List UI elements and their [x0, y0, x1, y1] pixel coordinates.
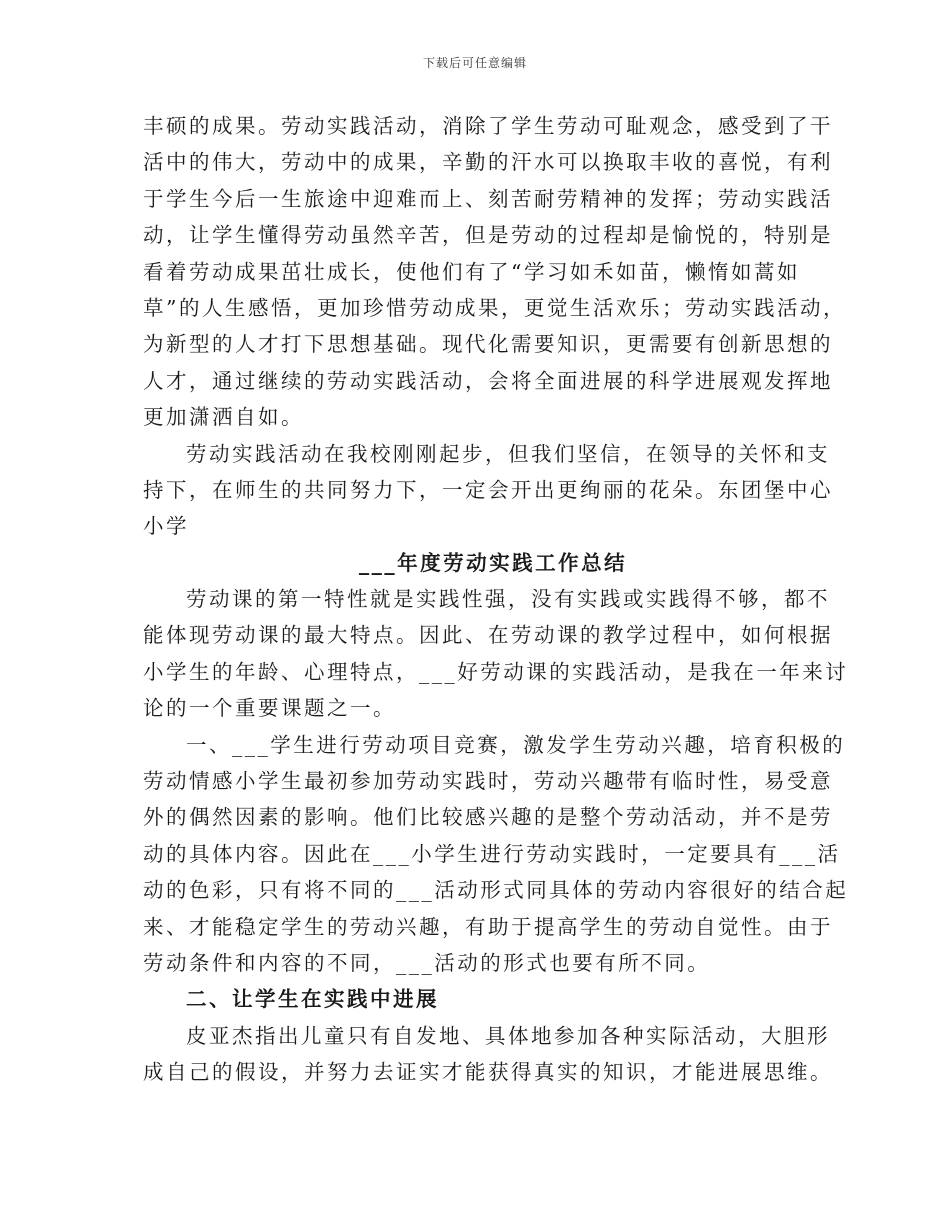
body-line: 草”的人生感悟，更加珍惜劳动成果，更觉生活欢乐；劳动实践活动， — [143, 295, 846, 320]
body-line: 动，让学生懂得劳动虽然辛苦，但是劳动的过程却是愉悦的，特别是 — [143, 223, 833, 248]
body-line: 动的具体内容。因此在___小学生进行劳动实践时，一定要具有___活 — [143, 841, 841, 866]
body-line: 外的偶然因素的影响。他们比较感兴趣的是整个劳动活动，并不是劳 — [143, 805, 833, 830]
document-body — [143, 108, 849, 1091]
section-heading: 二、让学生在实践中进展 — [186, 987, 439, 1012]
body-line: 论的一个重要课题之一。 — [143, 696, 396, 721]
paragraph-first-line: 皮亚杰指出儿童只有自发地、具体地参加各种实际活动，大胆形 — [186, 1023, 830, 1048]
body-line: 小学生的年龄、心理特点，___好劳动课的实践活动，是我在一年来讨 — [143, 659, 849, 684]
body-line: 持下，在师生的共同努力下，一定会开出更绚丽的花朵。东团堡中心 — [143, 477, 833, 502]
body-line: 人才，通过继续的劳动实践活动，会将全面进展的科学进展观发挥地 — [143, 368, 833, 393]
page-header-note: 下载后可任意编辑 — [422, 56, 527, 70]
body-line: 来、才能稳定学生的劳动兴趣，有助于提高学生的劳动自觉性。由于 — [143, 914, 833, 939]
body-line: 于学生今后一生旅途中迎难而上、刻苦耐劳精神的发挥；劳动实践活 — [143, 186, 833, 211]
body-line: 劳动情感小学生最初参加劳动实践时，劳动兴趣带有临时性，易受意 — [143, 769, 833, 794]
body-line: 动的色彩，只有将不同的___活动形式同具体的劳动内容很好的结合起 — [143, 878, 849, 903]
body-line: 能体现劳动课的最大特点。因此、在劳动课的教学过程中，如何根据 — [143, 623, 833, 648]
body-line: 成自己的假设，并努力去证实才能获得真实的知识，才能进展思维。 — [143, 1060, 833, 1085]
paragraph-first-line: 劳动课的第一特性就是实践性强，没有实践或实践得不够，都不 — [186, 587, 830, 612]
body-line: 看着劳动成果茁壮成长，使他们有了“学习如禾如苗，懒惰如蒿如 — [143, 259, 800, 284]
body-line: 为新型的人才打下思想基础。现代化需要知识，更需要有创新思想的 — [143, 332, 833, 357]
body-line: 活中的伟大，劳动中的成果，辛勤的汗水可以换取丰收的喜悦，有利 — [143, 150, 833, 175]
body-line: 更加潇洒自如。 — [143, 405, 304, 430]
body-line: 小学 — [143, 514, 189, 539]
paragraph-first-line: 一、___学生进行劳动项目竞赛，激发学生劳动兴趣，培育积极的 — [186, 732, 846, 757]
body-line: 劳动条件和内容的不同，___活动的形式也要有所不同。 — [143, 950, 711, 975]
body-line: 丰硕的成果。劳动实践活动，消除了学生劳动可耻观念，感受到了干 — [143, 114, 833, 138]
paragraph-first-line: 劳动实践活动在我校刚刚起步，但我们坚信，在领导的关怀和支 — [186, 441, 830, 466]
section-title: ___年度劳动实践工作总结 — [358, 550, 628, 575]
